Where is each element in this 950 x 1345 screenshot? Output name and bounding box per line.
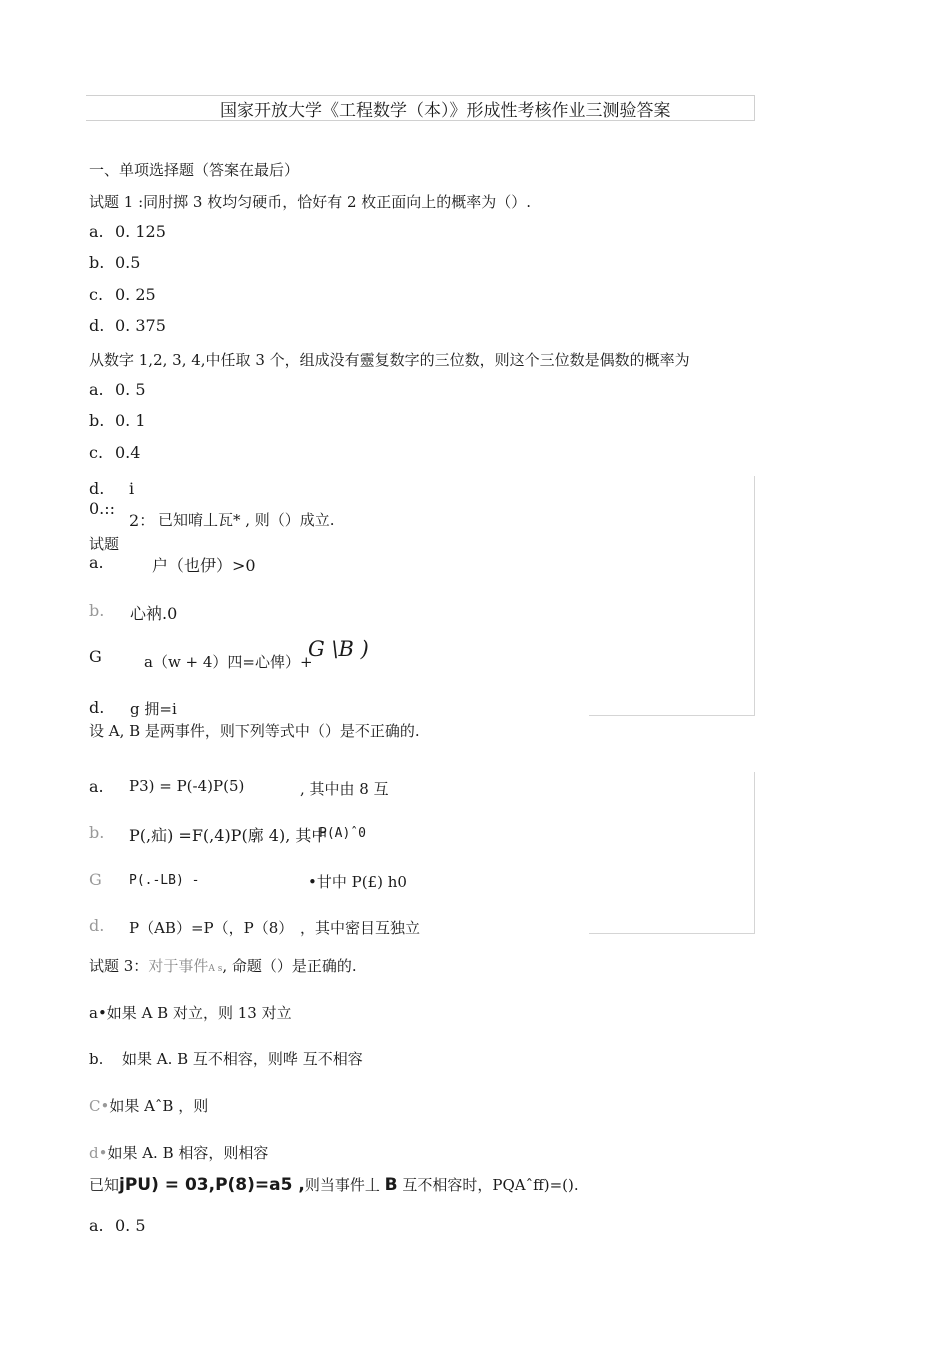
q-ab-option-d-text: P（AB）=P（，P（8） [129,919,294,937]
q-ab-option-d-letter: d. [89,916,105,935]
block-border-right [754,476,755,716]
q2-option-c-text: a（w + 4）四=心俾）+ [144,653,313,671]
q-digits-option-d-extra: 0.:: [89,499,116,518]
q-ab-option-a-text: P3) = P(-4)P(5) [129,777,245,795]
q-ab-option-b-text: P(,疝) =F(,4)P(廓 4), 其中 [129,826,328,845]
block2-border-right [754,772,755,934]
q2-number: 2： [129,511,156,530]
q2-option-c-formula: G \B ) [308,637,369,661]
q2-option-a-letter: a. [89,553,104,572]
q-ab-option-a-note: , 其中由 8 互 [300,780,389,798]
page-title: 国家开放大学《工程数学（本）》形成性考核作业三测验答案 [220,101,671,121]
q2-option-a-text: 户（也伊）>0 [152,556,256,575]
q1-stem: 试题 1 :同肘掷 3 枚均匀硬币，恰好有 2 枚正面向上的概率为（）. [89,193,532,211]
q2-option-d-letter: d. [89,698,105,717]
q-ab-option-b-note: P(A)ˆ0 [319,826,366,841]
q2-option-d-text: g 拥=i [130,700,177,718]
q-digits-stem: 从数字 1,2, 3, 4,中任取 3 个，组成没有靈复数字的三位数，则这个三位数是偶数的概率为 [89,351,690,369]
q1-option-d: d. 0. 375 [89,316,166,335]
q-ab-stem: 设 A, B 是两事件，则下列等式中（）是不正确的. [89,722,420,740]
q-ab-option-c-note: •甘中 P(£) h0 [308,873,407,891]
q2-option-b-text: 心衲.0 [130,604,178,623]
q1-option-a: a. 0. 125 [89,222,166,241]
q-last-option-a: a. 0. 5 [89,1216,146,1235]
q-digits-option-d-text: i [129,479,135,498]
q1-option-b: b. 0.5 [89,253,141,272]
q-ab-option-a-letter: a. [89,777,104,796]
q-digits-option-a: a. 0. 5 [89,380,146,399]
q-ab-option-d-note: ，其中密目互独立 [300,919,421,937]
q3-stem: 试题 3：对于事件A s, 命题（）是正确的. [89,957,357,975]
section-heading: 一、单项选择题（答案在最后） [89,161,300,179]
block2-border-bottom [589,933,755,934]
q-ab-option-b-letter: b. [89,823,105,842]
q-ab-option-c-letter: G [89,870,102,889]
block-border-bottom [589,715,755,716]
q-ab-option-c-text: P(.-LB) - [129,873,200,888]
q-last-stem: 已知jPU) = 03,P(8)=a5 ,则当事件丄 B 互不相容时，PQAˆff)=(). [89,1175,579,1195]
q-digits-option-d-letter: d. [89,479,105,498]
q3-option-a: a•如果 A B 对立，则 13 对立 [89,1004,292,1022]
q2-label: 试题 [89,535,120,553]
q3-option-b: b. 如果 A. B 互不相容，则哗 互不相容 [89,1050,363,1068]
q2-option-c-letter: G [89,647,102,666]
q3-option-d: d•如果 A. B 相容，则相容 [89,1144,269,1162]
q-digits-option-b: b. 0. 1 [89,411,146,430]
q1-option-c: c. 0. 25 [89,285,156,304]
q3-option-c: C•如果 AˆB ，则 [89,1097,209,1115]
q2-option-b-letter: b. [89,601,105,620]
q2-stem: 已知唷丄瓦* , 则（）成立. [158,511,335,529]
q-digits-option-c: c. 0.4 [89,443,141,462]
